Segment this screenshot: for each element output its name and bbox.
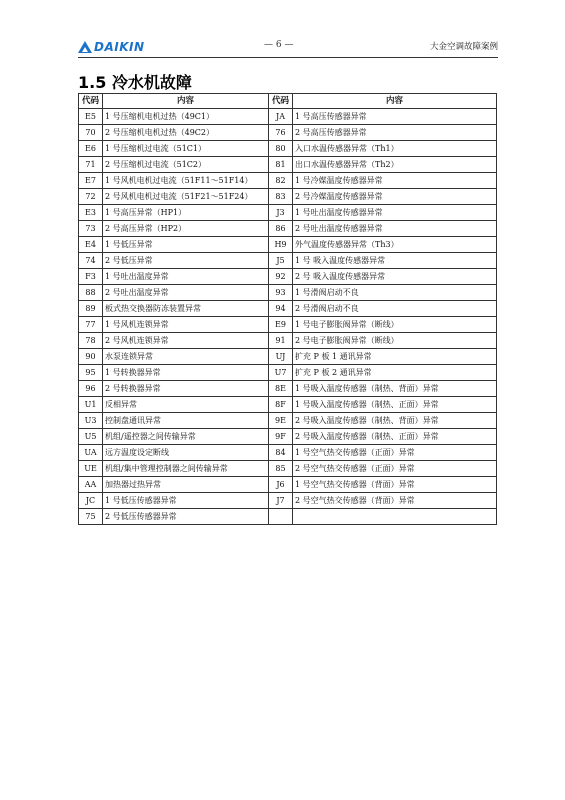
fault-description-cell: 1 号风机连锁异常	[103, 317, 269, 333]
fault-code-cell: E5	[79, 109, 103, 125]
table-row	[79, 413, 497, 429]
fault-code-cell: 9F	[269, 429, 293, 445]
fault-description-cell: 反相异常	[103, 397, 269, 413]
table-row	[79, 365, 497, 381]
fault-code-cell: JA	[269, 109, 293, 125]
fault-code-table	[78, 93, 497, 525]
table-row	[79, 509, 497, 525]
fault-code-cell: 88	[79, 285, 103, 301]
fault-description-cell: 1 号压缩机电机过热（49C1）	[103, 109, 269, 125]
fault-code-cell: E4	[79, 237, 103, 253]
fault-description-cell: 1 号压缩机过电流（51C1）	[103, 141, 269, 157]
fault-description-cell: 外气温度传感器异常（Th3）	[293, 237, 497, 253]
fault-description-cell: 2 号滑阀启动不良	[293, 301, 497, 317]
fault-code-cell: 75	[79, 509, 103, 525]
fault-description-cell: 1 号吸入温度传感器（制热、正面）异常	[293, 397, 497, 413]
table-row	[79, 429, 497, 445]
fault-description-cell: 1 号空气热交传感器（背面）异常	[293, 477, 497, 493]
fault-description-cell: 2 号电子膨胀阀异常（断线）	[293, 333, 497, 349]
fault-description-cell: 2 号吐出温度异常	[103, 285, 269, 301]
table-row	[79, 205, 497, 221]
column-header-code: 代码	[79, 94, 103, 109]
fault-code-cell: 8F	[269, 397, 293, 413]
fault-code-cell: 77	[79, 317, 103, 333]
fault-code-cell: U3	[79, 413, 103, 429]
fault-description-cell: 远方温度设定断线	[103, 445, 269, 461]
fault-code-cell: H9	[269, 237, 293, 253]
fault-description-cell: 2 号高压传感器异常	[293, 125, 497, 141]
column-header-content: 内容	[103, 94, 269, 109]
fault-code-cell: 86	[269, 221, 293, 237]
daikin-logo	[78, 40, 145, 54]
fault-description-cell: 2 号低压异常	[103, 253, 269, 269]
column-header-code: 代码	[269, 94, 293, 109]
table-row	[79, 333, 497, 349]
table-row	[79, 125, 497, 141]
fault-code-cell: 81	[269, 157, 293, 173]
table-row	[79, 189, 497, 205]
fault-code-cell: E9	[269, 317, 293, 333]
fault-description-cell: 出口水温传感器异常（Th2）	[293, 157, 497, 173]
fault-code-cell: J5	[269, 253, 293, 269]
page-number: — 6 —	[264, 40, 294, 50]
fault-description-cell: 2 号空气热交传感器（正面）异常	[293, 461, 497, 477]
fault-description-cell: 1 号吐出温度异常	[103, 269, 269, 285]
fault-description-cell: 1 号滑阀启动不良	[293, 285, 497, 301]
document-title: 大金空调故障案例	[429, 42, 498, 52]
fault-code-cell: 76	[269, 125, 293, 141]
fault-description-cell: 2 号 吸入温度传感器异常	[293, 269, 497, 285]
fault-code-cell: J6	[269, 477, 293, 493]
fault-description-cell: 机组/集中管理控制器之间传输异常	[103, 461, 269, 477]
fault-description-cell: 1 号吸入温度传感器（制热、背面）异常	[293, 381, 497, 397]
fault-code-cell: 85	[269, 461, 293, 477]
fault-description-cell: 1 号低压异常	[103, 237, 269, 253]
fault-description-cell: 1 号吐出温度传感器异常	[293, 205, 497, 221]
table-row	[79, 397, 497, 413]
table-row	[79, 349, 497, 365]
fault-code-cell: 74	[79, 253, 103, 269]
fault-code-cell: 84	[269, 445, 293, 461]
fault-description-cell: 2 号转换器异常	[103, 381, 269, 397]
fault-description-cell: 2 号压缩机过电流（51C2）	[103, 157, 269, 173]
fault-description-cell: 2 号高压异常（HP2）	[103, 221, 269, 237]
fault-code-cell: J7	[269, 493, 293, 509]
fault-code-cell: UJ	[269, 349, 293, 365]
fault-code-cell: 92	[269, 269, 293, 285]
header-divider	[78, 57, 498, 58]
fault-code-cell: 9E	[269, 413, 293, 429]
table-header-row	[79, 94, 497, 109]
fault-code-cell: 83	[269, 189, 293, 205]
fault-code-cell: J3	[269, 205, 293, 221]
fault-code-cell: E7	[79, 173, 103, 189]
table-row	[79, 109, 497, 125]
table-row	[79, 285, 497, 301]
fault-description-cell: 水泵连锁异常	[103, 349, 269, 365]
fault-code-cell: 8E	[269, 381, 293, 397]
fault-description-cell: 2 号风机电机过电流（51F21～51F24）	[103, 189, 269, 205]
table-row	[79, 237, 497, 253]
fault-code-cell	[269, 509, 293, 525]
table-row	[79, 253, 497, 269]
table-row	[79, 317, 497, 333]
column-header-content: 内容	[293, 94, 497, 109]
fault-description-cell: 2 号吸入温度传感器（制热、背面）异常	[293, 413, 497, 429]
fault-description-cell	[293, 509, 497, 525]
fault-description-cell: 1 号 吸入温度传感器异常	[293, 253, 497, 269]
fault-description-cell: 控制盘通讯异常	[103, 413, 269, 429]
logo-text: DAIKIN	[94, 40, 145, 54]
fault-code-cell: E3	[79, 205, 103, 221]
fault-description-cell: 2 号压缩机电机过热（49C2）	[103, 125, 269, 141]
table-row	[79, 445, 497, 461]
table-row	[79, 141, 497, 157]
fault-description-cell: 1 号高压异常（HP1）	[103, 205, 269, 221]
fault-code-cell: 70	[79, 125, 103, 141]
fault-description-cell: 1 号低压传感器异常	[103, 493, 269, 509]
fault-code-cell: 93	[269, 285, 293, 301]
fault-description-cell: 1 号电子膨胀阀异常（断线）	[293, 317, 497, 333]
table-row	[79, 461, 497, 477]
fault-description-cell: 2 号低压传感器异常	[103, 509, 269, 525]
fault-code-cell: 78	[79, 333, 103, 349]
fault-description-cell: 2 号冷媒温度传感器异常	[293, 189, 497, 205]
fault-description-cell: 2 号空气热交传感器（背面）异常	[293, 493, 497, 509]
fault-code-cell: 91	[269, 333, 293, 349]
fault-description-cell: 扩充 P 板 2 通讯异常	[293, 365, 497, 381]
section-title: 1.5 冷水机故障	[78, 73, 192, 92]
fault-description-cell: 机组/遥控器之间传输异常	[103, 429, 269, 445]
fault-description-cell: 1 号转换器异常	[103, 365, 269, 381]
fault-description-cell: 1 号高压传感器异常	[293, 109, 497, 125]
table-row	[79, 301, 497, 317]
fault-description-cell: 1 号空气热交传感器（正面）异常	[293, 445, 497, 461]
fault-code-cell: 71	[79, 157, 103, 173]
fault-code-cell: 96	[79, 381, 103, 397]
fault-description-cell: 1 号冷媒温度传感器异常	[293, 173, 497, 189]
fault-code-cell: JC	[79, 493, 103, 509]
table-row	[79, 477, 497, 493]
fault-description-cell: 入口水温传感器异常（Th1）	[293, 141, 497, 157]
fault-description-cell: 加热器过热异常	[103, 477, 269, 493]
fault-code-cell: 94	[269, 301, 293, 317]
fault-code-cell: U1	[79, 397, 103, 413]
fault-description-cell: 2 号吐出温度传感器异常	[293, 221, 497, 237]
table-row	[79, 493, 497, 509]
table-row	[79, 221, 497, 237]
fault-code-cell: UA	[79, 445, 103, 461]
fault-code-cell: 82	[269, 173, 293, 189]
fault-description-cell: 1 号风机电机过电流（51F11～51F14）	[103, 173, 269, 189]
fault-code-cell: 95	[79, 365, 103, 381]
fault-code-cell: F3	[79, 269, 103, 285]
fault-code-cell: 72	[79, 189, 103, 205]
fault-code-cell: 90	[79, 349, 103, 365]
daikin-logo-icon	[78, 41, 92, 53]
fault-description-cell: 2 号吸入温度传感器（制热、正面）异常	[293, 429, 497, 445]
fault-description-cell: 扩充 P 板 1 通讯异常	[293, 349, 497, 365]
fault-description-cell: 板式热交换器防冻装置异常	[103, 301, 269, 317]
fault-code-cell: 80	[269, 141, 293, 157]
fault-code-cell: 89	[79, 301, 103, 317]
table-row	[79, 157, 497, 173]
table-row	[79, 381, 497, 397]
fault-code-cell: AA	[79, 477, 103, 493]
table-row	[79, 173, 497, 189]
fault-code-cell: E6	[79, 141, 103, 157]
fault-code-cell: U7	[269, 365, 293, 381]
page-header	[78, 36, 498, 60]
table-row	[79, 269, 497, 285]
fault-code-cell: UE	[79, 461, 103, 477]
fault-description-cell: 2 号风机连锁异常	[103, 333, 269, 349]
fault-code-cell: 73	[79, 221, 103, 237]
fault-code-cell: U5	[79, 429, 103, 445]
